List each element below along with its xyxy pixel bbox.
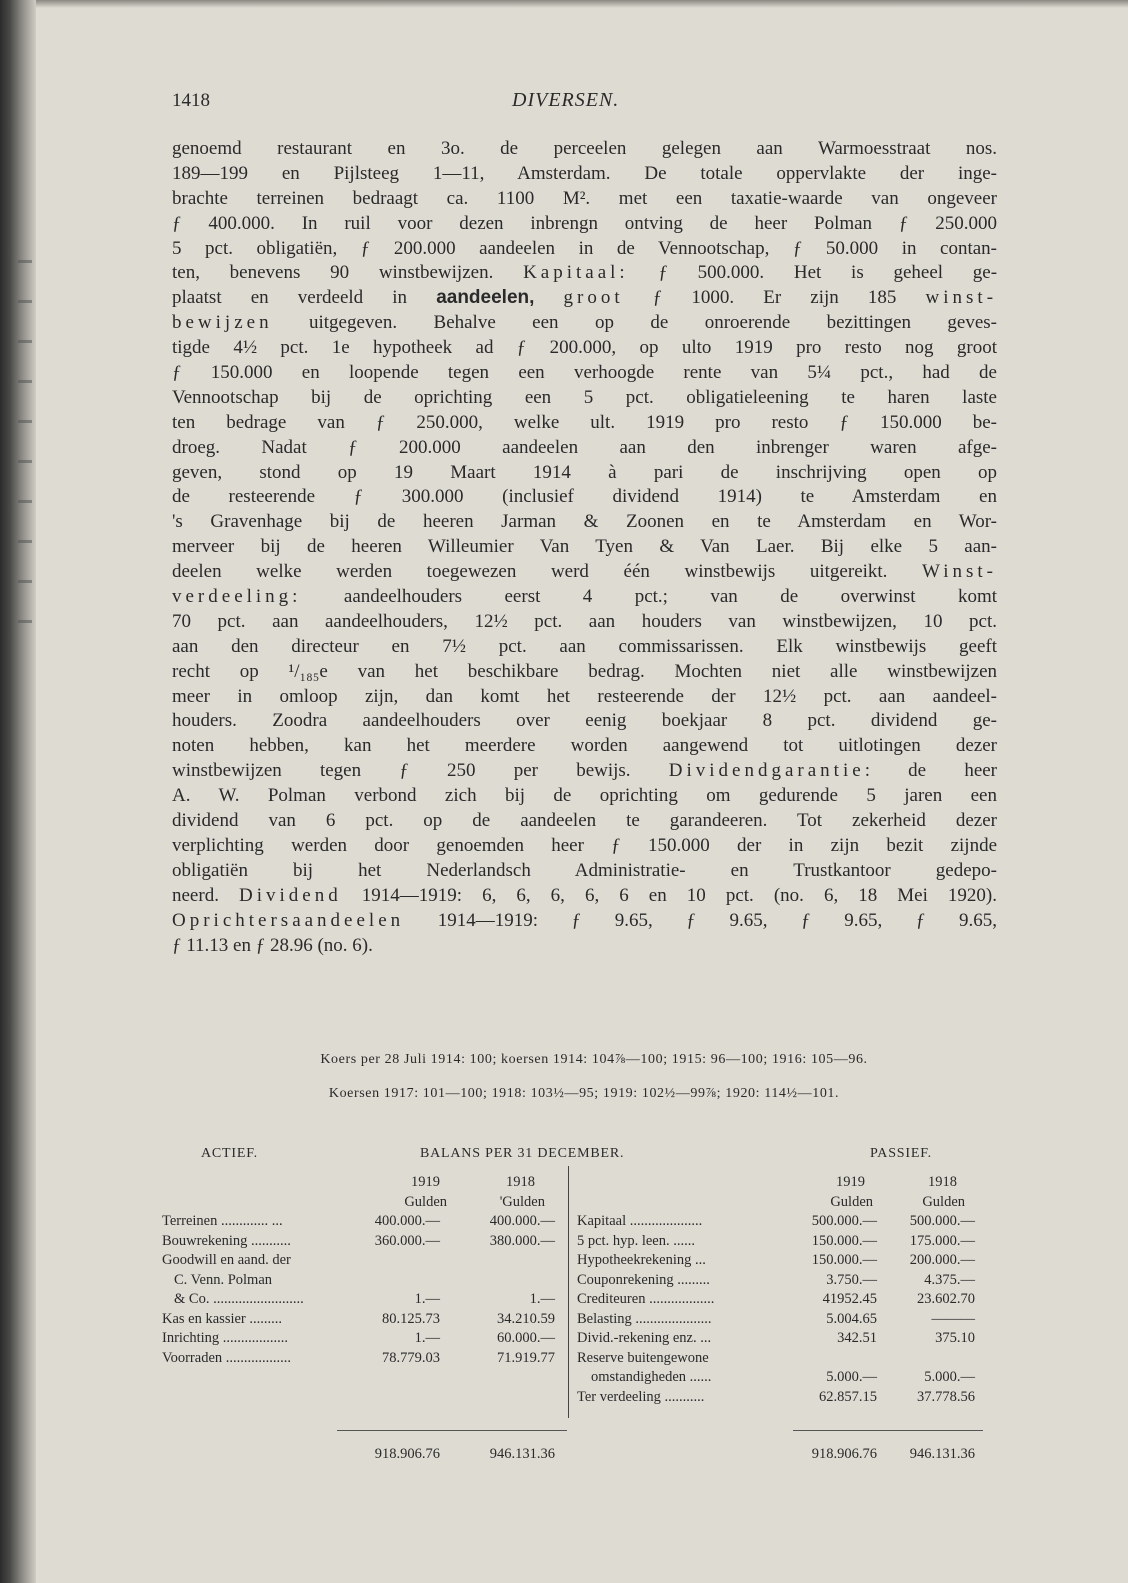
winst-label: winst- [925,287,997,309]
row-label: Voorraden .................. [162,1349,292,1366]
body-text: neerd. [172,884,219,906]
value-1919: 150.000.— [811,1232,877,1249]
value-1919: 5.004.65 [826,1310,877,1327]
row-label: C. Venn. Polman [174,1271,273,1288]
balance-row [577,1349,977,1369]
balance-row [162,1271,562,1291]
balance-row [162,1290,562,1310]
page-top-edge [36,0,1128,8]
value-1918: 175.000.— [909,1232,975,1249]
balance-row [577,1290,977,1310]
body-line [172,585,997,610]
row-label: Couponrekening ......... [577,1271,710,1288]
value-1919: 360.000.— [374,1232,440,1249]
value-1918: 400.000.— [489,1213,555,1229]
winst-label: Winst- [922,561,997,583]
body-line: merveer bij de heeren Willeumier Van Tyen & Van Laer. Bij elke 5 aan- [172,536,997,558]
body-text: : de heer [864,760,997,782]
body-text: plaatst en verdeeld in [172,287,408,309]
body-line [172,560,997,585]
balance-row [577,1271,977,1291]
body-line [172,884,997,909]
value-1918: 5.000.— [924,1369,975,1385]
body-line: ten bedrage van ƒ 250.000, welke ult. 1919 pro resto ƒ 150.000 be- [172,411,997,433]
column-unit: 'Gulden [499,1193,545,1210]
running-head: DIVERSEN. [512,89,620,111]
body-text: ƒ 1000. Er zijn 185 [652,287,897,309]
column-year-row [577,1173,977,1193]
body-line: 189—199 en Pijlsteeg 1—11, Amsterdam. De totale oppervlakte der inge- [172,162,997,184]
groot-label: groot [563,287,624,309]
row-label: Ter verdeeling ........... [577,1388,705,1405]
value-1919: 1.— [414,1330,440,1346]
column-divider [568,1166,569,1418]
body-line: Vennootschap bij de oprichting een 5 pct. obligatieleening te haren laste [172,386,997,408]
row-label: Kas en kassier ......... [162,1310,283,1327]
body-text: uitgegeven. Behalve een op de onroerende bezittingen geves- [309,312,997,334]
balance-row [577,1251,977,1271]
body-text: aandeelhouders eerst 4 pct.; van de overwinst komt [343,586,997,608]
body-line: A. W. Polman verbond zich bij de oprichting om gedurende 5 jaren een [172,785,997,807]
passief-heading: PASSIEF. [870,1146,932,1161]
body-text: 1914—1919: ƒ 9.65, ƒ 9.65, ƒ 9.65, ƒ 9.65, [437,909,997,931]
koers-line-2: Koersen 1917: 101—100; 1918: 103½—95; 1919: 102½—99⅞; 1920: 114½—101. [328,1086,840,1101]
balance-row [577,1212,977,1232]
bewijzen-label: bewijzen [172,312,273,334]
column-year: 1919 [836,1174,865,1190]
body-text: deelen welke werden toegewezen werd één winstbewijs uitgereikt. [172,561,888,583]
value-1919: 400.000.— [374,1213,440,1229]
passief-rows [577,1212,977,1407]
value-1918: 34.210.59 [497,1310,555,1327]
balance-row [577,1329,977,1349]
row-label: Belasting ..................... [577,1310,712,1327]
balance-row [162,1329,562,1349]
value-1918: 60.000.— [497,1330,555,1346]
body-line: geven, stond op 19 Maart 1914 à pari de inschrijving open op [172,461,997,483]
body-line: brachte terreinen bedraagt ca. 1100 M². met een taxatie-waarde van ongeveer [172,187,997,209]
balance-row [162,1349,562,1369]
balance-row [162,1212,562,1232]
verdeeling-label: verdeeling: [172,586,302,608]
value-1918: 380.000.— [489,1232,555,1249]
column-unit: Gulden [404,1193,447,1210]
koers-line-1: Koers per 28 Juli 1914: 100; koersen 1914: 104⅞—100; 1915: 96—100; 1916: 105—96. [320,1052,868,1067]
book-spine-shadow [0,0,36,1583]
balance-row [577,1310,977,1330]
value-1919: 78.779.03 [382,1349,440,1366]
body-line: 70 pct. aan aandeelhouders, 12½ pct. aan houders van winstbewijzen, 10 pct. [172,610,997,632]
aandeelen-label: aandeelen, [436,287,535,309]
body-paragraph [172,137,997,958]
body-line: ƒ 11.13 en ƒ 28.96 (no. 6). [172,934,373,956]
value-1918: 4.375.— [924,1271,975,1288]
value-1919: 62.857.15 [819,1388,877,1405]
actief-rows [162,1212,562,1368]
row-label: Crediteuren .................. [577,1291,715,1307]
oprichtersaandeelen-label: Oprichtersaandeelen [172,909,405,931]
value-1919: 500.000.— [811,1213,877,1229]
body-line: 5 pct. obligatiën, ƒ 200.000 aandeelen in de Vennootschap, ƒ 50.000 in contan- [172,237,997,259]
row-label: Bouwrekening ........... [162,1232,291,1249]
row-label: omstandigheden ...... [591,1369,712,1385]
balance-title: BALANS PER 31 DECEMBER. [420,1146,625,1161]
balance-row [577,1368,977,1388]
value-1918: 71.919.77 [497,1349,555,1366]
body-line [172,286,997,311]
body-line: recht op ¹/₁₈₅e van het beschikbare bedrag. Mochten niet alle winstbewijzen [172,660,997,682]
row-label: Divid.-rekening enz. ... [577,1330,712,1346]
passief-total-1918: 946.131.36 [909,1446,975,1462]
body-text: ƒ 500.000. Het is geheel ge- [658,262,997,284]
total-rule [337,1430,567,1431]
body-line [172,909,997,934]
total-rule [793,1430,983,1431]
column-year-row [162,1173,562,1193]
column-year: 1918 [506,1174,535,1190]
page-number: 1418 [172,90,210,111]
column-year: 1919 [411,1174,440,1190]
dividendgarantie-label: Dividendgarantie [668,760,865,782]
body-line: tigde 4½ pct. 1e hypotheek ad ƒ 200.000, op ulto 1919 pro resto nog groot [172,337,997,359]
row-label: Inrichting .................. [162,1330,289,1346]
dividend-label: Dividend [239,884,342,906]
value-1918: 375.10 [935,1330,975,1346]
value-1918: ——— [931,1310,975,1327]
value-1919: 3.750.— [826,1271,877,1288]
value-1919: 150.000.— [811,1252,877,1268]
kapitaal-label: Kapitaal: [523,262,629,284]
value-1919: 5.000.— [826,1369,877,1385]
body-line [172,759,997,784]
body-line: meer in omloop zijn, dan komt het resteerende der 12½ pct. aan aandeel- [172,685,997,707]
balance-row [577,1388,977,1408]
body-text: 1914—1919: 6, 6, 6, 6, 6 en 10 pct. (no. 6, 18 Mei 1920). [361,884,997,906]
row-label: Reserve buitengewone [577,1349,709,1366]
value-1919: 1.— [414,1291,440,1307]
body-line: verplichting werden door genoemden heer ƒ 150.000 der in zijn bezit zijnde [172,834,997,856]
column-unit: Gulden [922,1193,965,1210]
row-label: Hypotheekrekening ... [577,1252,706,1268]
actief-total-1918: 946.131.36 [489,1446,555,1462]
body-line: obligatiën bij het Nederlandsch Administratie- en Trustkantoor gedepo- [172,859,997,881]
column-unit-row [162,1193,562,1213]
actief-table [162,1173,562,1368]
column-year: 1918 [928,1174,957,1190]
passief-total-1919: 918.906.76 [811,1446,877,1462]
value-1919: 41952.45 [822,1291,877,1307]
body-text: ten, benevens 90 winstbewijzen. [172,262,494,284]
body-text: winstbewijzen tegen ƒ 250 per bewijs. [172,760,631,782]
body-line: ƒ 400.000. In ruil voor dezen inbrengn ontving de heer Polman ƒ 250.000 [172,212,997,234]
value-1919: 342.51 [837,1330,877,1346]
value-1918: 500.000.— [909,1213,975,1229]
row-label: Kapitaal .................... [577,1213,703,1229]
row-label: Goodwill en aand. der [162,1252,291,1268]
body-line: dividend van 6 pct. op de aandeelen te garandeeren. Tot zekerheid dezer [172,810,997,832]
value-1918: 23.602.70 [917,1291,975,1307]
value-1919: 80.125.73 [382,1310,440,1327]
body-line: de resteerende ƒ 300.000 (inclusief dividend 1914) te Amsterdam en [172,486,997,508]
actief-heading: ACTIEF. [201,1146,258,1161]
value-1918: 37.778.56 [917,1388,975,1405]
balance-row [577,1232,977,1252]
column-unit-row [577,1193,977,1213]
body-line: 's Gravenhage bij de heeren Jarman & Zoonen en te Amsterdam en Wor- [172,511,997,533]
body-line: droeg. Nadat ƒ 200.000 aandeelen aan den inbrenger waren afge- [172,436,997,458]
value-1918: 1.— [529,1291,555,1307]
body-line: noten hebben, kan het meerdere worden aangewend tot uitlotingen dezer [172,735,997,757]
body-line: aan den directeur en 7½ pct. aan commissarissen. Elk winstbewijs geeft [172,635,997,657]
body-line [172,311,997,336]
body-line: genoemd restaurant en 3o. de perceelen gelegen aan Warmoesstraat nos. [172,138,997,159]
row-label: & Co. ......................... [174,1291,304,1307]
column-unit: Gulden [830,1193,873,1210]
actief-total-1919: 918.906.76 [374,1446,440,1462]
body-line: houders. Zoodra aandeelhouders over eenig boekjaar 8 pct. dividend ge- [172,710,997,732]
passief-table [577,1173,977,1407]
row-label: 5 pct. hyp. leen. ...... [577,1232,695,1249]
balance-row [162,1310,562,1330]
value-1918: 200.000.— [909,1252,975,1268]
row-label: Terreinen ............. ... [162,1213,283,1229]
body-line: ƒ 150.000 en loopende tegen een verhoogde rente van 5¼ pct., had de [172,362,997,384]
balance-row [162,1251,562,1271]
body-line [172,261,997,286]
balance-row [162,1232,562,1252]
